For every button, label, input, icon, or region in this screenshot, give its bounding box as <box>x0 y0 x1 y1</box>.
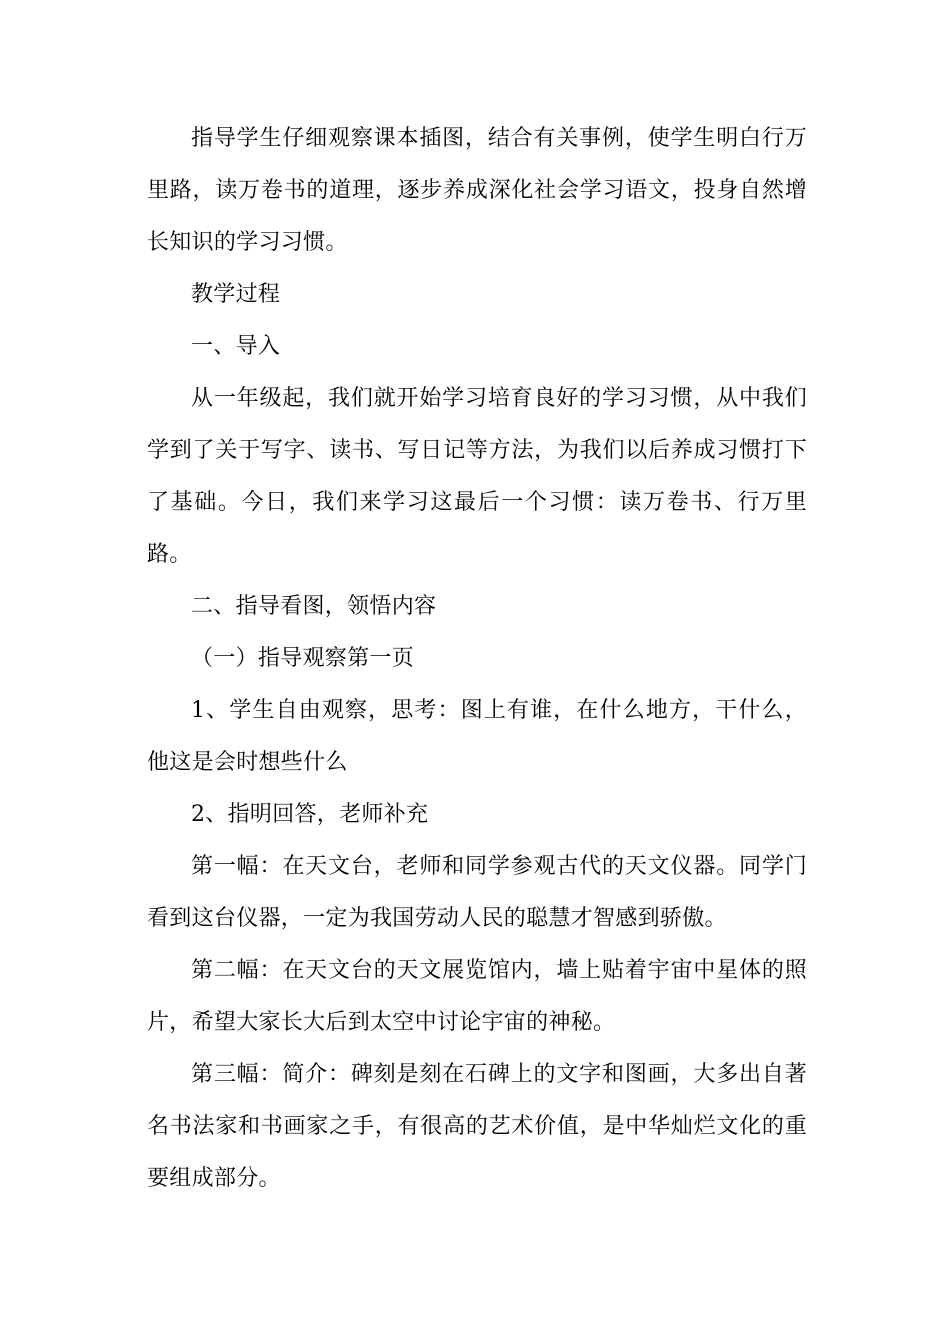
paragraph-introduction: 从一年级起，我们就开始学习培育良好的学习习惯，从中我们学到了关于写字、读书、写日记等方法，为我们以后养成习惯打下了基础。今日，我们来学习这最后一个习惯：读万卷书、行万里路。 <box>147 386 807 567</box>
heading-guide-pictures: 二、指导看图，领悟内容 <box>191 594 437 619</box>
list-item-observe: 1、学生自由观察，思考：图上有谁，在什么地方，干什么，他这是会时想些什么 <box>147 698 807 775</box>
heading-introduction: 一、导入 <box>191 334 281 359</box>
paragraph-picture-three: 第三幅：简介：碑刻是刻在石碑上的文字和图画，大多出自著名书法家和书画家之手，有很高的艺术价值，是中华灿烂文化的重要组成部分。 <box>147 1062 807 1191</box>
heading-first-page: （一）指导观察第一页 <box>191 646 415 671</box>
paragraph-picture-one: 第一幅：在天文台，老师和同学参观古代的天文仪器。同学门看到这台仪器，一定为我国劳动人民的聪慧才智感到骄傲。 <box>147 854 807 931</box>
paragraph-objective: 指导学生仔细观察课本插图，结合有关事例，使学生明白行万里路，读万卷书的道理，逐步养成深化社会学习语文，投身自然增长知识的学习习惯。 <box>147 126 807 255</box>
heading-teaching-process: 教学过程 <box>191 282 281 307</box>
document-body <box>147 113 807 1205</box>
paragraph-picture-two: 第二幅：在天文台的天文展览馆内，墙上贴着宇宙中星体的照片，希望大家长大后到太空中讨论宇宙的神秘。 <box>147 958 807 1035</box>
list-item-answer: 2、指明回答，老师补充 <box>191 802 429 827</box>
